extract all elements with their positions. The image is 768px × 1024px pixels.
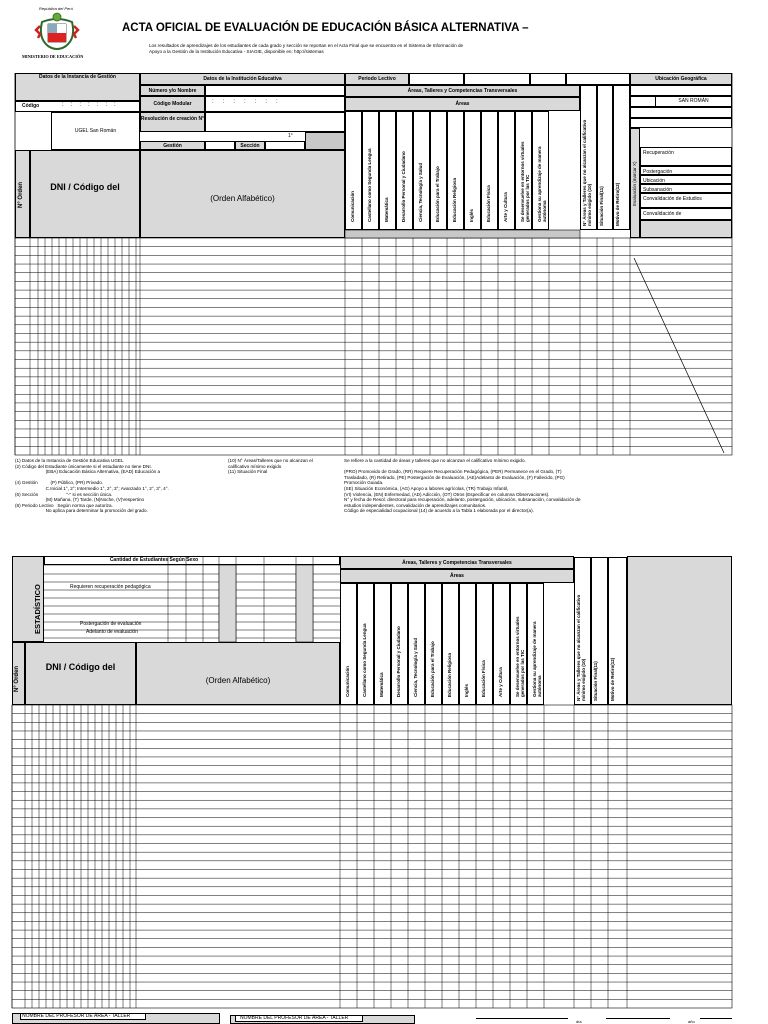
eval-option-label: Subsanación (643, 187, 672, 193)
profesor-label-1: NOMBRE DEL PROFESOR DE ÁREA - TALLER (22, 1013, 131, 1019)
student-table-2 (12, 705, 732, 1008)
subject-label: Castellano como Segunda Lengua (362, 623, 367, 697)
subject-label: Gestiona su aprendizaje de manera autónoma (532, 621, 542, 697)
seccion-label: Sección (240, 143, 260, 149)
subtitle-line-2: Apoyo a la Gestión de la Institución Educativa - SIAGIE, disponible en: http://sistemas (149, 49, 324, 54)
subject-label: Castellano como Segunda Lengua (367, 148, 372, 222)
adelanto-label: Adelanto de evaluación (86, 629, 138, 635)
subject-label: Matemática (384, 197, 389, 222)
stat-grey-column (219, 565, 236, 642)
resolucion-label: Resolución de creación N° (140, 116, 205, 122)
areas-group-title-2: Áreas, Talleres y Competencias Transversales (402, 560, 512, 566)
nombre-label-2: (Orden Alfabético) (205, 676, 271, 685)
summary-label: N° Áreas y Talleres que no alcanzan el calificativo mínimo exigido (10) (576, 594, 586, 701)
codigo-dots: ::::::: (62, 102, 123, 108)
areas-label: Áreas (455, 101, 470, 107)
subject-label: Se desenvuelve en entornos virtuales generados por las TIC (515, 616, 525, 697)
subject-label: Arte y Cultura (503, 192, 508, 222)
page-title: ACTA OFICIAL DE EVALUACIÓN DE EDUCACIÓN BÁSICA ALTERNATIVA – (122, 22, 529, 34)
logo-caption: República del Perú (39, 6, 73, 11)
eval-option-label: Recuperación (643, 150, 674, 156)
ubicacion-label: Ubicación Geográfica (655, 76, 707, 82)
subject-label: Comunicación (350, 190, 355, 222)
subject-label: Matemática (379, 672, 384, 697)
dia-label: día (576, 1019, 582, 1024)
dni-label-2: DNI / Código del (45, 662, 116, 672)
subject-label: Educación para el Trabajo (435, 166, 440, 222)
subject-label: Ciencia, Tecnología y Salud (413, 637, 418, 697)
student-table-1 (15, 238, 732, 455)
subject-label: Educación Física (481, 660, 486, 697)
codigo-modular-dots: ::::::: (212, 99, 287, 105)
subject-label: Educación Física (486, 185, 491, 222)
distrito-value: SAN ROMÁN (678, 98, 709, 104)
subject-label: Educación para el Trabajo (430, 641, 435, 697)
notes-mid: (10) N° Áreas/Talleres que no alcanzan el calificativo mínimo exigido (11) Situación Final (228, 458, 313, 475)
stat-grey-column (296, 565, 313, 642)
subject-label: Inglés (469, 208, 474, 222)
eval-label: Evaluación (marcar X) (632, 161, 637, 206)
recuperacion-label: Requieren recuperación pedagógica (70, 584, 151, 590)
grado-mark: 1° (288, 133, 293, 139)
ano-label: año (688, 1019, 695, 1024)
notes-left: (1) Datos de la Instancia de Gestión Educativa UGEL (2) Código del Estudiante únicamente si el estudiante no tiene DNI. (EBA) Educación Básica Alternativa, (EAD) Educación a (4) Gestión (P) Público, (PR) Privado. C.Inicial 1°, 2°; Intermedio 1°, 2°, 3°; Avanzado 1°, 2°, 3°, 4°. (6) Sección "-" si es sección única. (M) Mañana, (T) Tarde, (N)Noche, (V)Vespertino (8) Periodo Lectivo Según norma que autoriza. No aplica para determinar la promoción del grado. (15, 458, 169, 514)
areas-group-title: Áreas, Talleres y Competencias Transversales (407, 88, 518, 94)
instancia-title: Datos de la Instancia de Gestión (39, 74, 116, 80)
summary-label: Situación Final(11) (593, 661, 598, 701)
gestion-label: Gestión (163, 143, 182, 149)
eval-option-label: Convalidación de Estudios (643, 196, 702, 202)
summary-label: N° Áreas y Talleres que no alcanzan el calificativo mínimo exigido (10) (582, 119, 592, 226)
orden-label-2: N° Orden (14, 665, 20, 692)
subject-label: Inglés (464, 683, 469, 697)
ugel-name: UGEL San Román (74, 128, 117, 134)
nombre-label: (Orden Alfabético) (210, 194, 275, 203)
subject-label: Arte y Cultura (498, 667, 503, 697)
periodo-label: Periodo Lectivo (358, 76, 396, 82)
codigo-modular-label: Código Modular (153, 101, 192, 107)
areas-label-2: Áreas (450, 573, 464, 579)
eval-option-label: Ubicación (643, 178, 665, 184)
numero-nombre-label: Número y/o Nombre (148, 88, 197, 94)
subject-label: Se desenvuelve en entornos virtuales generados por las TIC (520, 141, 530, 222)
eval-option-label: Postergación (643, 169, 673, 175)
areas-bottom-strip (345, 230, 580, 238)
codigo-label: Código (22, 103, 40, 109)
subject-label: Desarrollo Personal y Ciudadano (396, 626, 401, 697)
subject-label: Educación Religiosa (452, 177, 457, 222)
subject-label: Gestiona su aprendizaje de manera autónoma (537, 146, 547, 222)
summary-label: Motivo de Retiro(12) (610, 657, 615, 701)
subject-label: Ciencia, Tecnología y Salud (418, 162, 423, 222)
diagonal-strike (634, 258, 724, 453)
subject-label: Comunicación (345, 665, 350, 697)
orden-label: N° Orden (18, 181, 24, 208)
subtitle-line-1: Los resultados de aprendizajes de los estudiantes de cada grado y sección se reportan en el Acta Final que se encuentra en el Sistema de Información de (149, 43, 464, 48)
dni-label: DNI / Código del (50, 182, 120, 192)
institucion-title: Datos de la Institución Educativa (203, 76, 282, 82)
cantidad-label: Cantidad de Estudiantes Según Sexo (109, 557, 199, 563)
summary-label: Situación Final(11) (599, 186, 604, 226)
postergacion-label: Postergación de evaluación (80, 621, 142, 627)
ministry-name: MINISTERIO DE EDUCACIÓN (22, 54, 84, 59)
summary-label: Motivo de Retiro(12) (615, 182, 620, 226)
profesor-label-2: NOMBRE DEL PROFESOR DE ÁREA - TALLER (240, 1015, 349, 1021)
eval-option-label: Convalidación de (643, 211, 682, 217)
subject-label: Desarrollo Personal y Ciudadano (401, 151, 406, 222)
estadistico-label: ESTADÍSTICO (33, 584, 42, 634)
notes-right: Se refiere a la cantidad de áreas y talleres que no alcanzan el calificativo mínimo exigido. (PRO) Promovido de Grado, (RR) Requiere Recuperación Pedagógica, (PER) Permanece en el Grado, (T) Trasladado, (R) Retirado, (PE) Postergación de Evaluación, (AE)Adelanto de Evaluación, (F) Fallecido, (PG) Promoción Guiada. (SE) Situación Económica, (AG) Apoyo a labores agrícolas, (TR) Trabajo Infantil, (VI) Violencia, (EN) Enfermedad, (AD) Adicción, (OT) Otros (Especificar en columna Observaciones). N° y fecha de Resol. directoral para recuperación, adelanto, postergación, ubicación, subsanación, convalidación de estudios independientes, convalidación de aprendizajes comunitarios. Código de especialidad ocupacional (14) de acuerdo a la Tabla 1 elaborada por el director(a). (344, 458, 581, 514)
subject-label: Educación Religiosa (447, 652, 452, 697)
